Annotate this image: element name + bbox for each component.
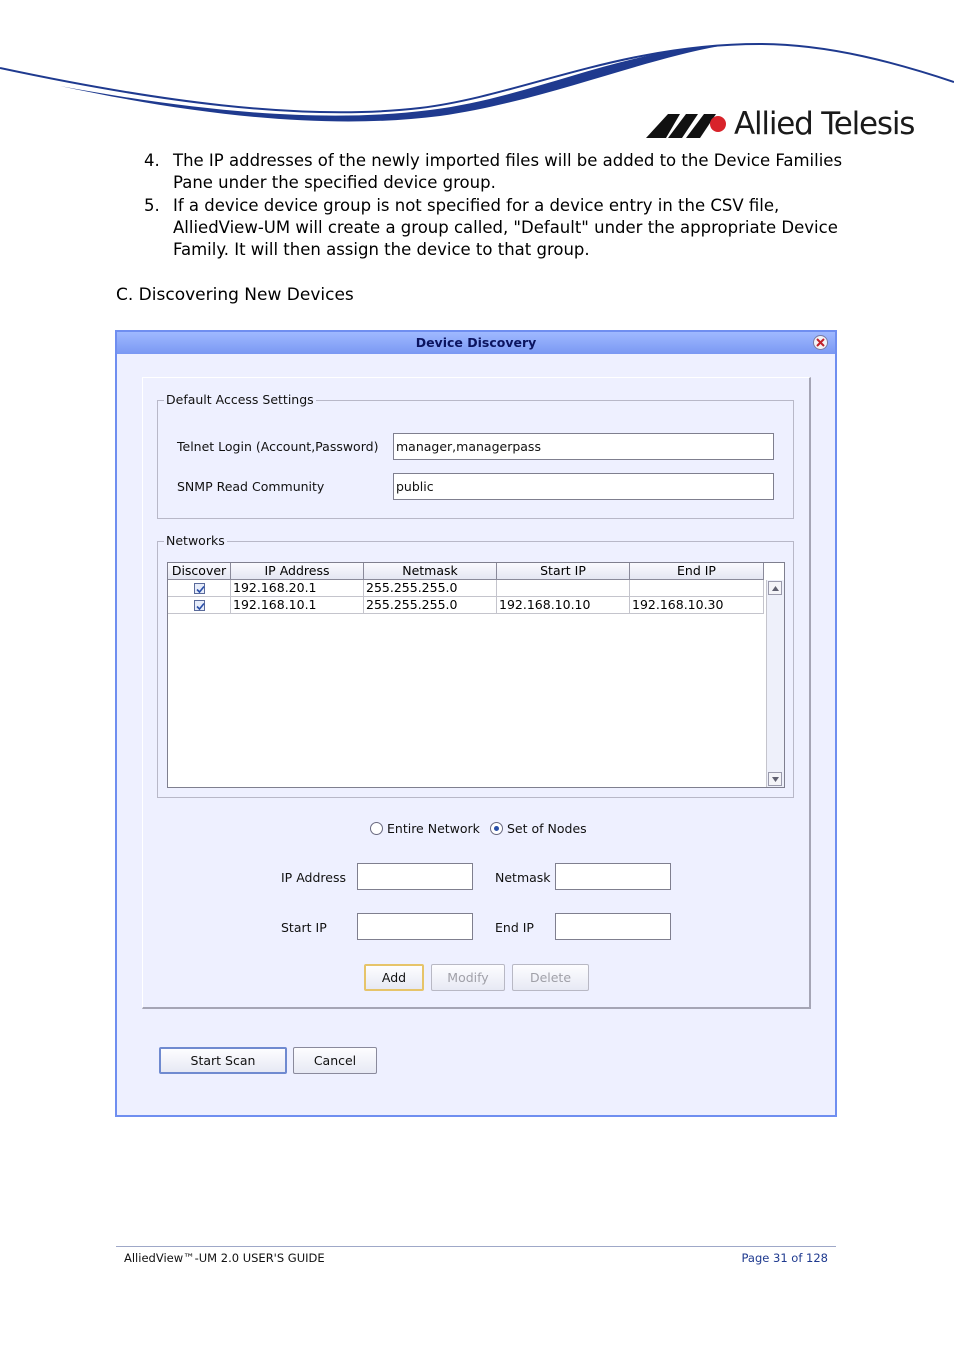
dialog-title: Device Discovery — [415, 335, 537, 350]
entire-network-label[interactable]: Entire Network — [387, 821, 480, 836]
start-scan-button[interactable]: Start Scan — [159, 1047, 287, 1074]
section-heading: C. Discovering New Devices — [116, 285, 354, 305]
discovery-panel — [142, 377, 811, 1009]
checkmark-icon — [195, 601, 206, 612]
cancel-button[interactable]: Cancel — [293, 1047, 377, 1074]
list-item — [144, 150, 844, 195]
snmp-community-label: SNMP Read Community — [177, 479, 325, 494]
footer-page-number: Page 31 of 128 — [741, 1251, 828, 1265]
netmask-label: Netmask — [495, 870, 551, 885]
logo-wordmark: Allied Telesis — [734, 106, 915, 142]
column-header-end-ip[interactable]: End IP — [630, 563, 764, 580]
default-access-group — [157, 392, 794, 519]
ip-address-label: IP Address — [281, 870, 346, 885]
list-text: The IP addresses of the newly imported files will be added to the Device Families Pane under the specified device group. — [173, 151, 843, 193]
set-of-nodes-radio[interactable] — [490, 822, 503, 835]
table-row[interactable] — [168, 597, 764, 614]
column-header-discover[interactable]: Discover — [168, 563, 231, 580]
ip-address-input[interactable] — [357, 863, 473, 890]
column-header-start-ip[interactable]: Start IP — [497, 563, 630, 580]
discover-checkbox[interactable] — [194, 583, 205, 594]
table-scrollbar[interactable] — [766, 580, 784, 787]
end-ip-cell: 192.168.10.30 — [630, 597, 764, 614]
set-of-nodes-label[interactable]: Set of Nodes — [507, 821, 587, 836]
dialog-titlebar[interactable] — [117, 332, 835, 354]
instruction-list — [144, 150, 844, 261]
networks-group — [157, 533, 794, 798]
arrow-up-icon — [772, 586, 779, 591]
column-header-netmask[interactable]: Netmask — [364, 563, 497, 580]
networks-legend: Networks — [166, 533, 225, 548]
end-ip-label: End IP — [495, 920, 534, 935]
column-header-ip-address[interactable]: IP Address — [231, 563, 364, 580]
entire-network-radio[interactable] — [370, 822, 383, 835]
arrow-down-icon — [772, 777, 779, 782]
start-ip-input[interactable] — [357, 913, 473, 940]
close-icon — [816, 338, 825, 347]
discover-cell — [168, 597, 231, 614]
netmask-input[interactable] — [555, 863, 671, 890]
add-button[interactable]: Add — [364, 964, 424, 991]
scroll-down-button[interactable] — [768, 772, 782, 786]
end-ip-cell — [630, 580, 764, 597]
table-header — [168, 563, 764, 580]
discover-cell — [168, 580, 231, 597]
ip-address-cell: 192.168.10.1 — [231, 597, 364, 614]
table-row[interactable] — [168, 580, 764, 597]
scroll-up-button[interactable] — [768, 581, 782, 595]
list-number: 5. — [144, 195, 160, 215]
telnet-login-input[interactable] — [393, 433, 774, 460]
discover-checkbox[interactable] — [194, 600, 205, 611]
list-text: If a device device group is not specified for a device entry in the CSV file, AlliedView-UM will create a group called, "Default" under the appropriate Device Family. It will then assign the device to that group. — [173, 195, 838, 260]
radio-selected-dot — [494, 826, 499, 831]
snmp-community-input[interactable] — [393, 473, 774, 500]
footer-guide-title: AlliedView™-UM 2.0 USER'S GUIDE — [124, 1251, 325, 1265]
start-ip-cell: 192.168.10.10 — [497, 597, 630, 614]
telnet-login-label: Telnet Login (Account,Password) — [177, 439, 379, 454]
device-discovery-dialog — [115, 330, 837, 1117]
close-button[interactable] — [813, 335, 828, 350]
list-number: 4. — [144, 151, 160, 170]
end-ip-input[interactable] — [555, 913, 671, 940]
delete-button[interactable]: Delete — [512, 964, 589, 991]
modify-button[interactable]: Modify — [431, 964, 505, 991]
footer-rule — [116, 1246, 836, 1247]
start-ip-label: Start IP — [281, 920, 327, 935]
default-access-legend: Default Access Settings — [166, 392, 314, 407]
ip-address-cell: 192.168.20.1 — [231, 580, 364, 597]
checkmark-icon — [195, 584, 206, 595]
netmask-cell: 255.255.255.0 — [364, 580, 497, 597]
netmask-cell: 255.255.255.0 — [364, 597, 497, 614]
list-item — [144, 195, 844, 262]
networks-table — [167, 562, 785, 788]
start-ip-cell — [497, 580, 630, 597]
